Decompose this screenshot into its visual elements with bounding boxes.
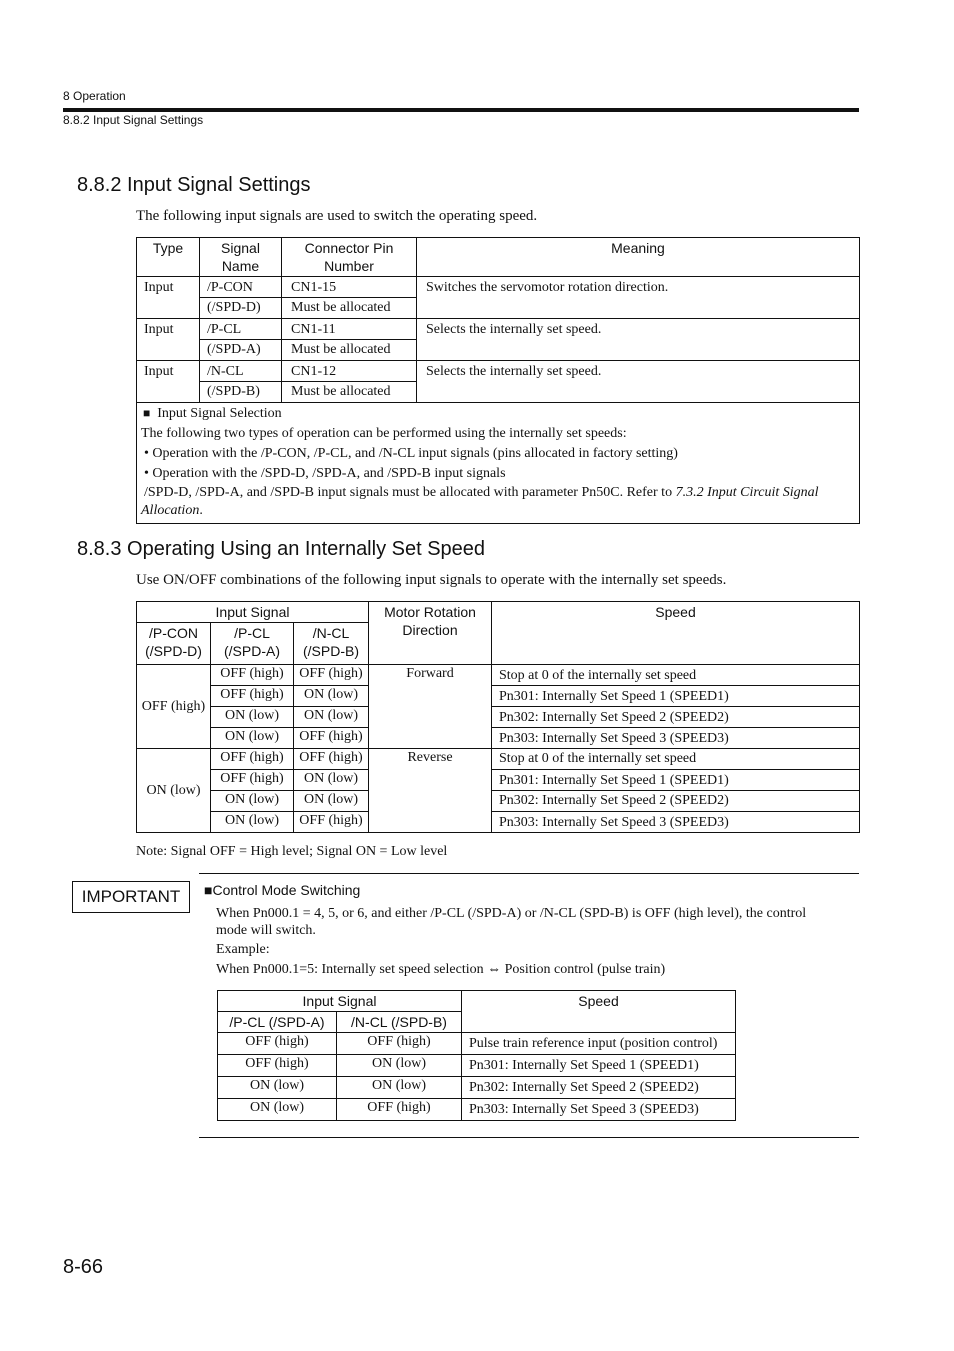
- col-signal-name: Signal Name: [200, 238, 282, 277]
- important-paragraph: When Pn000.1 = 4, 5, or 6, and either /P-CL (/SPD-A) or /N-CL (SPD-B) is OFF (high level), the control mode will switch.: [216, 906, 807, 938]
- control-mode-title: ■Control Mode Switching: [204, 882, 361, 898]
- important-bottom-rule: [199, 1137, 859, 1138]
- table-row: OFF (high) ON (low) Pn301: Internally Set Speed 1 (SPEED1): [218, 1055, 736, 1077]
- signal-selection-notes: ■ Input Signal Selection The following two types of operation can be performed using the internally set speeds: • Operation with the /P-CON, /P-CL, and /N-CL input signals (pins allocated in factory setting) • Operation with the /SPD-D, /SPD-A, and /SPD-B input signals /SPD-D, /SPD-A, and /SPD-B input signals must be allocated with parameter Pn50C. Refer to 7.3.2 Input Circuit Signal Allocation.: [137, 403, 860, 524]
- section-882-intro: The following input signals are used to switch the operating speed.: [136, 208, 538, 224]
- table-row: OFF (high) OFF (high) OFF (high) Forward Stop at 0 of the internally set speed: [137, 665, 860, 686]
- example-label: Example:: [216, 942, 270, 957]
- signal-level-note: Note: Signal OFF = High level; Signal ON = Low level: [136, 844, 448, 859]
- table-row: OFF (high) OFF (high) Pulse train reference input (position control): [218, 1033, 736, 1055]
- col-motor-rotation: Motor Rotation Direction: [369, 602, 492, 665]
- col-input-signal: Input Signal: [218, 991, 462, 1012]
- square-bullet-icon: ■: [143, 406, 151, 420]
- table-row: ON (low) ON (low) Pn302: Internally Set Speed 2 (SPEED2): [137, 707, 860, 728]
- table-row: ON (low) ON (low) Pn302: Internally Set Speed 2 (SPEED2): [137, 791, 860, 812]
- col-meaning: Meaning: [417, 238, 860, 277]
- table-row: OFF (high) ON (low) Pn301: Internally Set Speed 1 (SPEED1): [137, 686, 860, 707]
- running-header-section: 8.8.2 Input Signal Settings: [63, 113, 204, 127]
- col-ncl: /N-CL (/SPD-B): [294, 623, 369, 665]
- col-pcon: /P-CON (/SPD-D): [137, 623, 211, 665]
- internal-speed-table: [136, 601, 860, 833]
- col-pcl: /P-CL (/SPD-A): [211, 623, 294, 665]
- table-row: Input /P-CON CN1-15 Switches the servomotor rotation direction.: [137, 277, 860, 298]
- section-title-883: 8.8.3 Operating Using an Internally Set Speed: [77, 538, 486, 560]
- example-paragraph: When Pn000.1=5: Internally set speed selection ⇔ Position control (pulse train): [216, 962, 666, 977]
- table-row: ON (low) OFF (high) Pn303: Internally Set Speed 3 (SPEED3): [137, 728, 860, 749]
- page-number: 8-66: [63, 1256, 104, 1278]
- col-type: Type: [137, 238, 200, 277]
- header-rule: [63, 108, 859, 112]
- important-top-rule: [199, 873, 859, 874]
- table-row: ON (low) OFF (high) Pn303: Internally Set Speed 3 (SPEED3): [137, 812, 860, 833]
- table-row: Input /P-CL CN1-11 Selects the internally set speed.: [137, 319, 860, 340]
- col-speed: Speed: [462, 991, 736, 1033]
- col-ncl: /N-CL (/SPD-B): [337, 1012, 462, 1033]
- table-row: Input /N-CL CN1-12 Selects the internally set speed.: [137, 361, 860, 382]
- table-row: ON (low) OFF (high) Pn303: Internally Set Speed 3 (SPEED3): [218, 1099, 736, 1121]
- control-mode-table: [217, 990, 736, 1121]
- col-pcl: /P-CL (/SPD-A): [218, 1012, 337, 1033]
- table-row: ON (low) OFF (high) OFF (high) Reverse Stop at 0 of the internally set speed: [137, 749, 860, 770]
- col-speed: Speed: [492, 602, 860, 665]
- section-883-intro: Use ON/OFF combinations of the following input signals to operate with the internally set speeds.: [136, 572, 727, 588]
- running-header-chapter: 8 Operation: [63, 89, 126, 103]
- col-connector-pin: Connector Pin Number: [282, 238, 417, 277]
- input-signal-table: Type Signal Name Connector Pin Number Meaning Input /P-CON CN1-15 Switches the servomotor rotation direction. (/SPD-D) Must be allocated Input /P-CL CN1-11 Selects the internally set speed. (/SPD-A) Must be allocated Input /N-CL CN1-12 Selects the internally set speed. (/SPD-B) Must be allocated ■ Input Signal Selection The following two types of operation can be performed using the internally set speeds: • Operation with the /P-CON, /P-CL, and /N-CL input signals (pins allocated in factory setting) • Operation with the /SPD-D, /SPD-A, and /SPD-B input signals /SPD-D, /SPD-A, and /SPD-B input signals must be allocated with parameter Pn50C. Refer to 7.3.2 Input Circuit Signal Allocation.: [136, 237, 860, 524]
- section-title-882: 8.8.2 Input Signal Settings: [77, 174, 311, 196]
- important-label: IMPORTANT: [72, 881, 190, 913]
- table-row: OFF (high) ON (low) Pn301: Internally Set Speed 1 (SPEED1): [137, 770, 860, 791]
- table-row: ON (low) ON (low) Pn302: Internally Set Speed 2 (SPEED2): [218, 1077, 736, 1099]
- col-input-signal: Input Signal: [137, 602, 369, 623]
